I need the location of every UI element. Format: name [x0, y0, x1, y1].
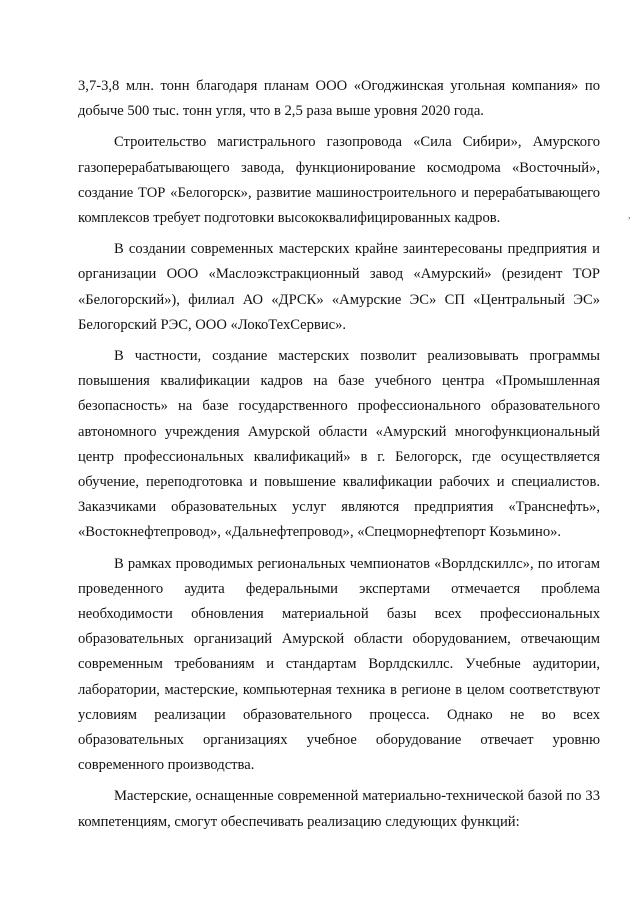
paragraph-qualification-programs: В частности, создание мастерских позволит реализовывать программы повышения квалификации кадров на базе учебного центра «Промышленная безопасность» на базе государственного профессионального образовательного автономного учреждения Амурской области «Амурский многофункциональный центр профессиональных квалификаций» в г. Белогорск, где осуществляется обучение, переподготовка и повышение квалификации рабочих и специалистов. Заказчиками образовательных услуг являются предприятия «Транснефть», «Востокнефтепровод», «Дальнефтепровод», «Спецморнефтепорт Козьмино». [78, 348, 600, 541]
paragraph-interested-enterprises: В создании современных мастерских крайне заинтересованы предприятия и организации ООО «Маслоэкстракционный завод «Амурский» (резидент ТОР «Белогорский»), филиал АО «ДРСК» «Амурские ЭС» СП «Центральный ЭС» Белогорский РЭС, ООО «ЛокоТехСервис». [78, 241, 600, 333]
paragraph-workshop-functions: Мастерские, оснащенные современной материально-технической базой по 33 компетенциям, смогут обеспечивать реализацию следующих функций: [78, 788, 600, 830]
margin-mark: , [628, 210, 631, 221]
paragraph-construction: Строительство магистрального газопровода «Сила Сибири», Амурского газоперерабатывающего завода, функционирование космодрома «Восточный», создание ТОР «Белогорск», развитие машиностроительного и перерабатывающего комплексов требует подготовки высококвалифицированных кадров. [78, 134, 600, 227]
paragraph-coal-production: 3,7-3,8 млн. тонн благодаря планам ООО «Огоджинская угольная компания» по добыче 500 тыс. тонн угля, что в 2,5 раза выше уровня 2020 года. [78, 78, 600, 120]
paragraph-worldskills-audit: В рамках проводимых региональных чемпионатов «Ворлдскиллс», по итогам проведенного аудита федеральными экспертами отмечается проблема необходимости обновления материальной базы всех профессиональных образовательных организаций Амурской области оборудованием, отвечающим современным требованиям и стандартам Ворлдскиллс. Учебные аудитории, лаборатории, мастерские, компьютерная техника в регионе в целом соответствуют условиям реализации образовательного процесса. Однако не во всех образовательных организациях учебное оборудование отвечает уровню современного производства. [78, 555, 600, 774]
document-page [78, 74, 600, 841]
